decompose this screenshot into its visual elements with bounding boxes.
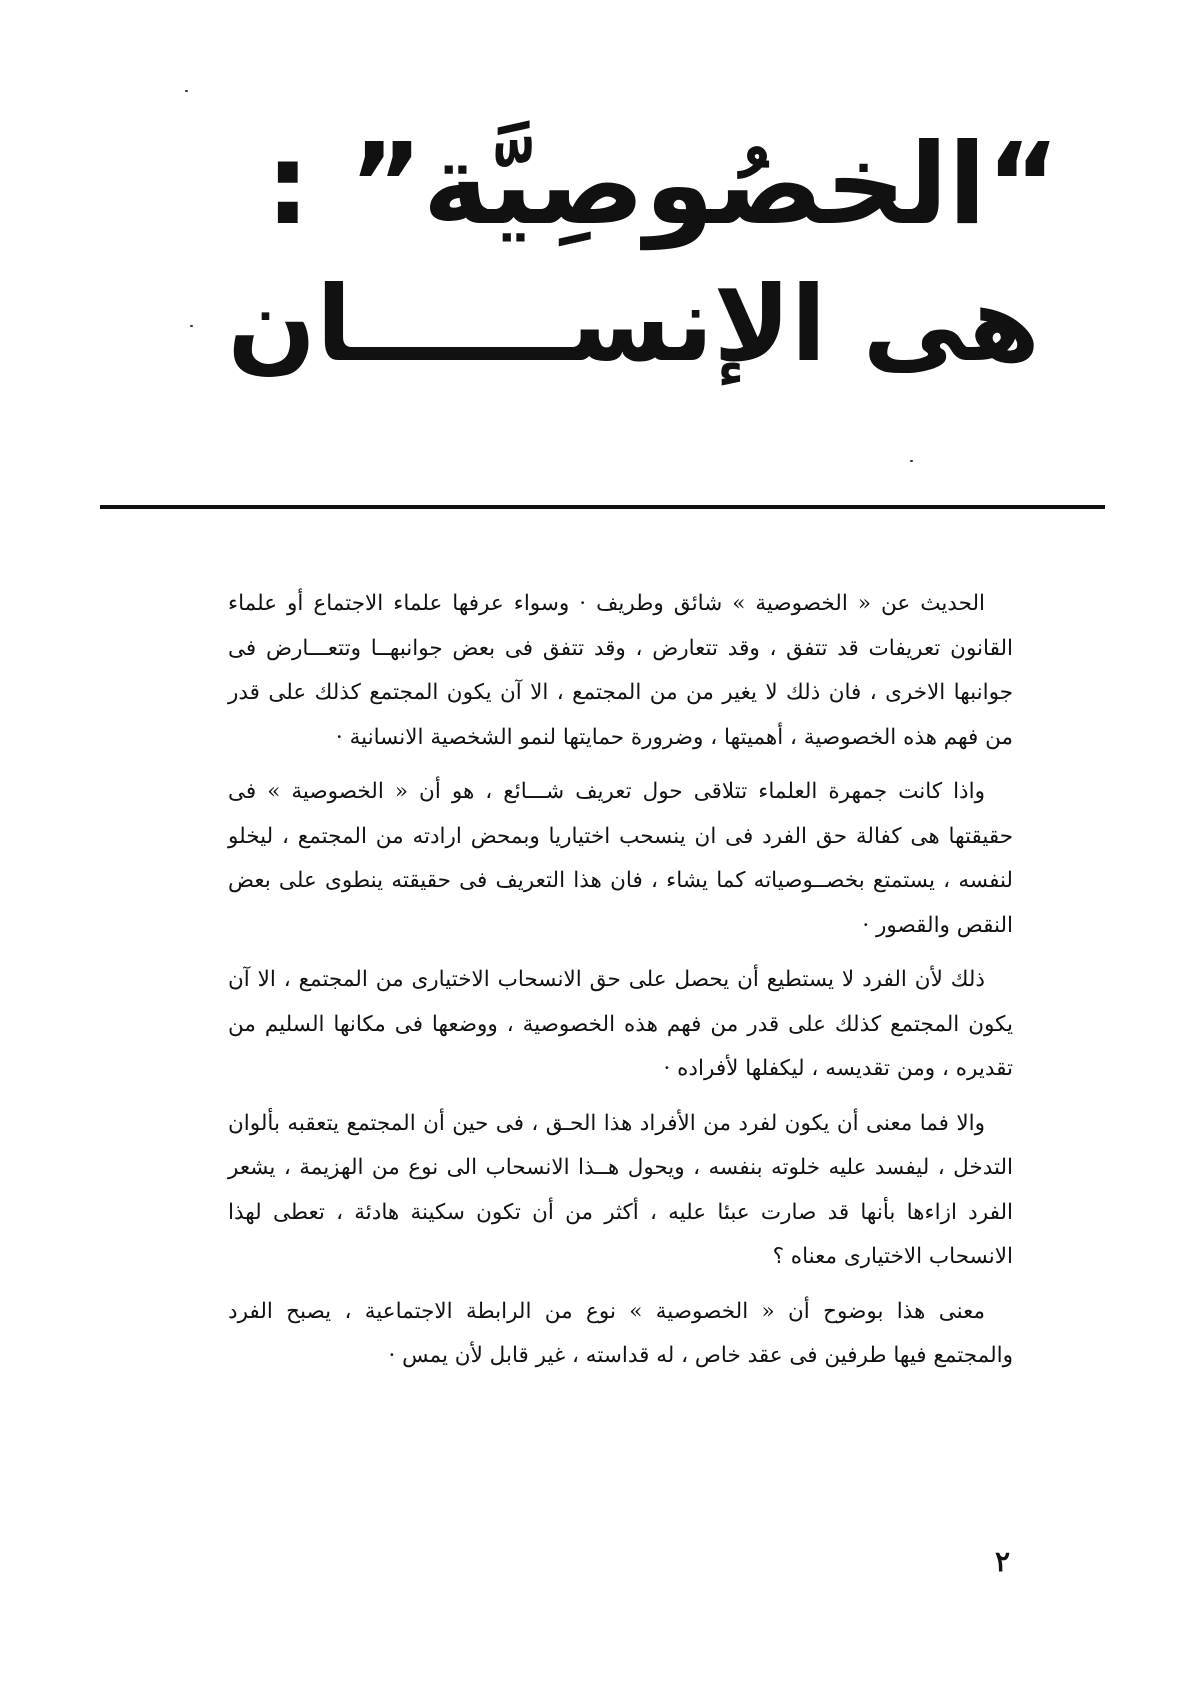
scan-speck — [910, 460, 913, 462]
paragraph: والا فما معنى أن يكون لفرد من الأفراد هذا الحـق ، فى حين أن المجتمع يتعقبه بألوان التدخل ، ليفسد عليه خلوته بنفسه ، ويحول هــذا الانسحاب الى نوع من الهزيمة ، يشعر الفرد ازاءها بأنها قد صارت عبئا عليه ، أكثر من أن تكون سكينة هادئة ، تعطى لهذا الانسحاب الاختيارى معناه ؟ — [228, 1110, 1013, 1269]
page-number: ٢ — [994, 1545, 1010, 1578]
paragraph: معنى هذا بوضوح أن « الخصوصية » نوع من الرابطة الاجتماعية ، يصبح الفرد والمجتمع فيها طرفين فى عقد خاص ، له قداسته ، غير قابل لأن يمس · — [228, 1298, 1013, 1368]
title-line-2: هى الإنســــــان — [227, 263, 1040, 385]
body-text — [228, 582, 1013, 1389]
chapter-title — [227, 110, 1060, 394]
paragraph: واذا كانت جمهرة العلماء تتلاقى حول تعريف شـــائع ، هو أن « الخصوصية » فى حقيقتها هى كفالة حق الفرد فى ان ينسحب اختياريا وبمحض ارادته من المجتمع ، ليخلو لنفسه ، يستمتع بخصــوصياته كما يشاء ، فان هذا التعريف فى حقيقته ينطوى على بعض النقص والقصور · — [228, 779, 1013, 938]
paragraph: ذلك لأن الفرد لا يستطيع أن يحصل على حق الانسحاب الاختيارى من المجتمع ، الا آن يكون المجتمع كذلك على قدر من فهم هذه الخصوصية ، ووضعها فى مكانها السليم من تقديره ، ومن تقديسه ، ليكفلها لأفراده · — [228, 967, 1013, 1081]
title-divider — [100, 505, 1105, 509]
paragraph: الحديث عن « الخصوصية » شائق وطريف · وسواء عرفها علماء الاجتماع أو علماء القانون تعريفات قد تتفق ، وقد تتعارض ، وقد تتفق فى بعض جوانبهــا وتتعـــارض فى جوانبها الاخرى ، فان ذلك لا يغير من من المجتمع ، الا آن يكون المجتمع كذلك على قدر من فهم هذه الخصوصية ، أهميتها ، وضرورة حمايتها لنمو الشخصية الانسانية · — [228, 591, 1013, 750]
scan-speck — [190, 325, 193, 327]
scan-speck — [185, 90, 188, 92]
title-line-1: “الخصُوصِيَّة” : — [265, 120, 1060, 250]
